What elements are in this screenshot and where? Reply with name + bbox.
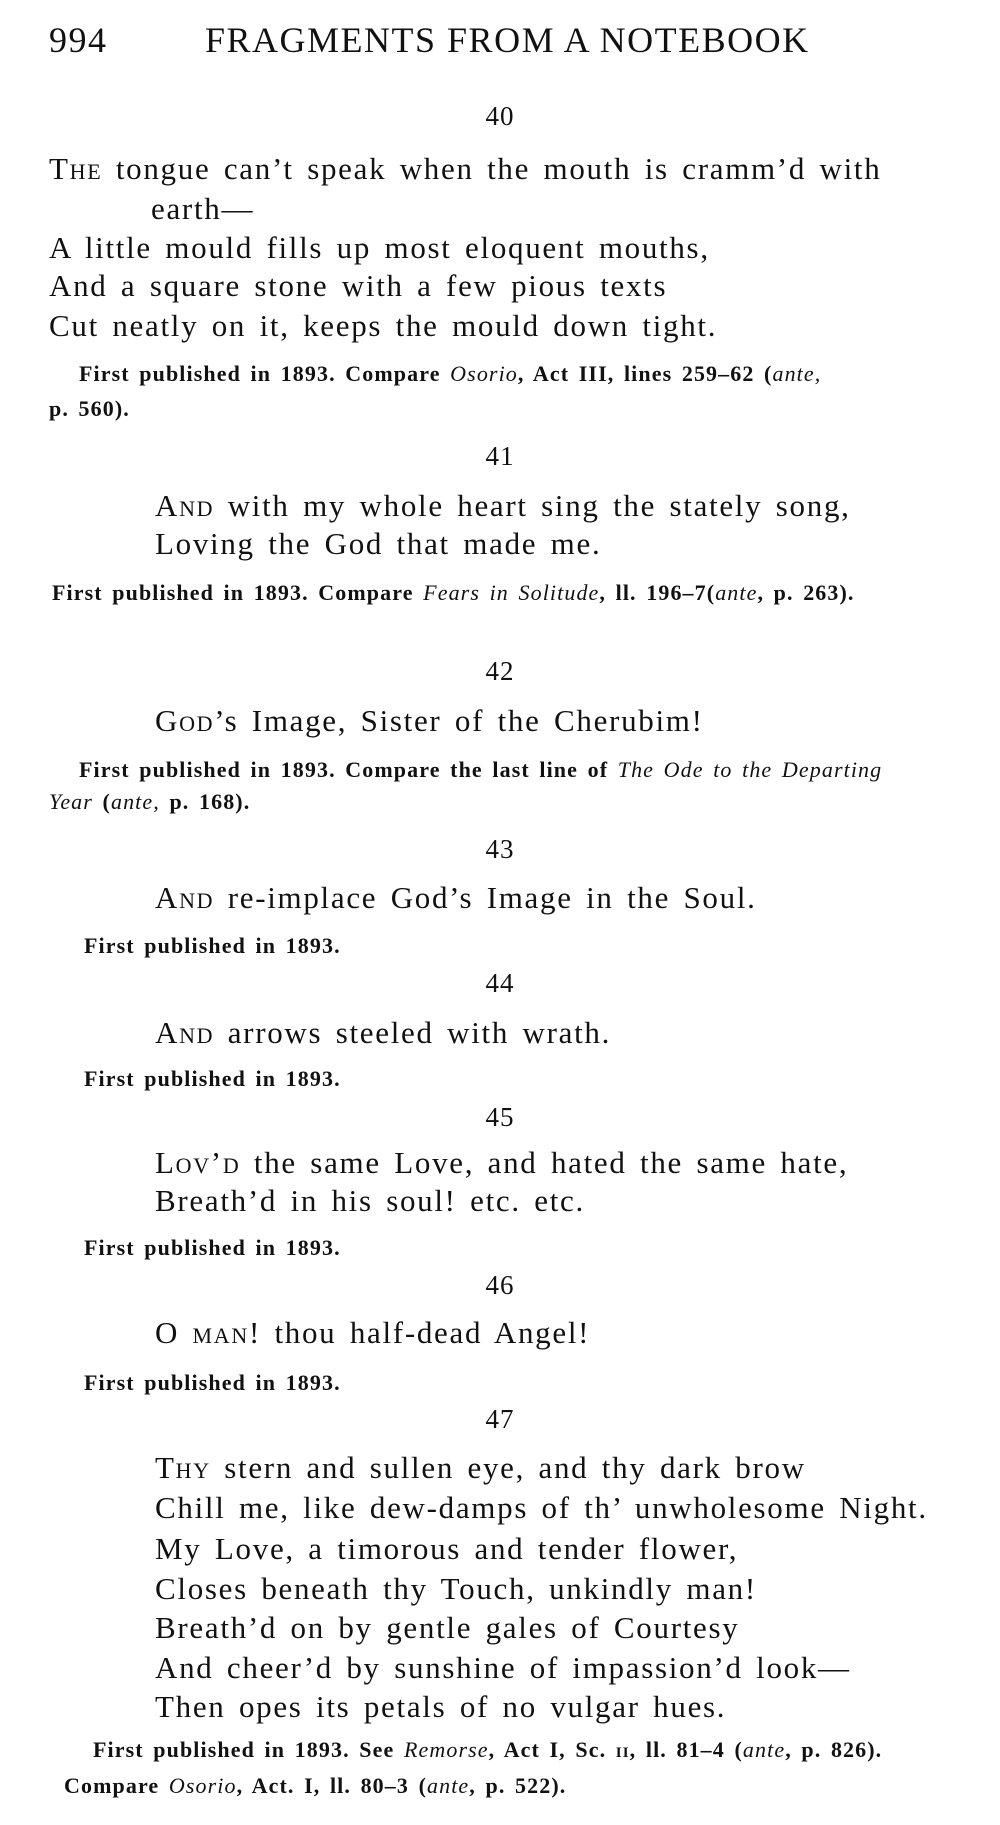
note-text: , Act. I, ll. 80–3 ( [236,1773,428,1798]
verse-line [155,1571,757,1607]
verse-line [49,151,881,187]
verse-lead-smallcaps: The [49,151,103,186]
note-text: , p. 522). [469,1773,567,1798]
verse-line [155,1689,726,1725]
fragment-number: 47 [485,1404,515,1434]
verse-line [155,703,704,739]
note-text: First published in 1893. [84,1066,341,1091]
note-title-italic: The Ode to the Departing [617,757,883,782]
editorial-note-line [84,932,341,960]
verse-text: arrows steeled with wrath. [214,1015,612,1050]
note-title-italic: ante [742,1737,786,1762]
verse-lead-smallcaps: God [155,703,215,738]
note-text: , Act III, lines 259–62 ( [517,361,773,386]
verse-text: And a square stone with a few pious texts [49,268,668,303]
verse-text: Breath’d in his soul! etc. etc. [155,1183,585,1218]
verse-text: the same Love, and hated the same hate, [240,1145,849,1180]
editorial-note-line [84,1065,341,1093]
editorial-note-line [52,579,855,607]
verse-line [155,488,851,524]
verse-line [49,308,717,344]
verse-text: tongue can’t speak when the mouth is cramm’d with [102,151,882,186]
note-title-italic: ante, [110,789,160,814]
editorial-note-line [79,360,821,388]
note-text: First published in 1893. Compare [52,580,424,605]
verse-line [155,1450,806,1486]
verse-text: ’s Image, Sister of the Cherubim! [214,703,704,738]
verse-line [155,1650,851,1686]
verse-text: ! thou half-dead Angel! [248,1315,591,1350]
fragment-number: 45 [485,1102,515,1132]
note-text: , Act I, Sc. [488,1737,616,1762]
editorial-note-line [84,1234,341,1262]
note-text: , ll. 196–7( [599,580,716,605]
verse-line [155,1490,928,1526]
verse-text: with my whole heart sing the stately song, [214,488,851,523]
verse-line [155,1183,585,1219]
fragment-number: 46 [485,1270,515,1300]
verse-text: Closes beneath thy Touch, unkindly man! [155,1571,757,1606]
verse-text: And cheer’d by sunshine of impassion’d look— [155,1650,851,1685]
fragment-number: 42 [485,656,515,686]
verse-text: Cut neatly on it, keeps the mould down tight. [49,308,718,343]
page-number: 994 [49,20,108,60]
note-title-italic: Year [49,789,93,814]
verse-line [155,1531,738,1567]
note-title-italic: Remorse [403,1737,489,1762]
note-text: First published in 1893. See [93,1737,404,1762]
note-text: First published in 1893. [84,1235,341,1260]
note-text: First published in 1893. [84,933,341,958]
fragment-number: 40 [485,101,515,131]
verse-text: Loving the God that made me. [155,526,602,561]
editorial-note-line [84,1369,341,1397]
note-text: First published in 1893. [84,1370,341,1395]
verse-lead-smallcaps: And [155,880,215,915]
fragment-number: 41 [485,441,515,471]
verse-line [155,1315,590,1351]
verse-lead-smallcaps: And [155,488,215,523]
verse-line [155,1015,611,1051]
editorial-note-line [49,395,130,423]
note-title-italic: Osorio [450,361,518,386]
running-title: FRAGMENTS FROM A NOTEBOOK [205,20,810,60]
note-text: ii [615,1737,630,1762]
verse-text: re-implace God’s Image in the Soul. [214,880,757,915]
verse-line [151,191,254,227]
note-text: , p. 263). [757,580,855,605]
note-text: First published in 1893. Compare the last line of [79,757,618,782]
verse-text: Breath’d on by gentle gales of Courtesy [155,1610,740,1645]
verse-line [155,1145,848,1181]
note-title-italic: ante [715,580,758,605]
note-text: p. 560). [49,396,130,421]
editorial-note-line [64,1772,566,1800]
verse-text: Then opes its petals of no vulgar hues. [155,1689,727,1724]
verse-line [155,526,601,562]
verse-text: stern and sullen eye, and thy dark brow [210,1450,806,1485]
note-text: Compare [64,1773,169,1798]
note-text: p. 168). [159,789,251,814]
fragment-number: 44 [485,968,515,998]
note-title-italic: ante [427,1773,470,1798]
verse-line [49,230,710,266]
editorial-note-line [79,756,882,784]
note-text: , ll. 81–4 ( [629,1737,743,1762]
verse-lead-smallcaps: Lov’d [155,1145,241,1180]
note-text: , p. 826). [785,1737,883,1762]
note-text: First published in 1893. Compare [79,361,451,386]
editorial-note-line [49,788,250,816]
note-text: ( [92,789,111,814]
verse-line [155,1610,739,1646]
verse-line [155,880,757,916]
editorial-note-line [93,1736,882,1764]
verse-lead-smallcaps: And [155,1015,215,1050]
verse-lead-smallcaps: Thy [155,1450,211,1485]
note-title-italic: Fears in Solitude [423,580,600,605]
note-title-italic: Osorio [168,1773,237,1798]
verse-text: My Love, a timorous and tender flower, [155,1531,739,1566]
verse-line [49,268,667,304]
verse-lead-smallcaps: O man [155,1315,249,1350]
verse-text: earth— [151,191,255,226]
verse-text: A little mould fills up most eloquent mouths, [49,230,710,265]
verse-text: Chill me, like dew-damps of th’ unwholesome Night. [155,1490,928,1525]
fragment-number: 43 [485,834,515,864]
note-title-italic: ante, [772,361,822,386]
